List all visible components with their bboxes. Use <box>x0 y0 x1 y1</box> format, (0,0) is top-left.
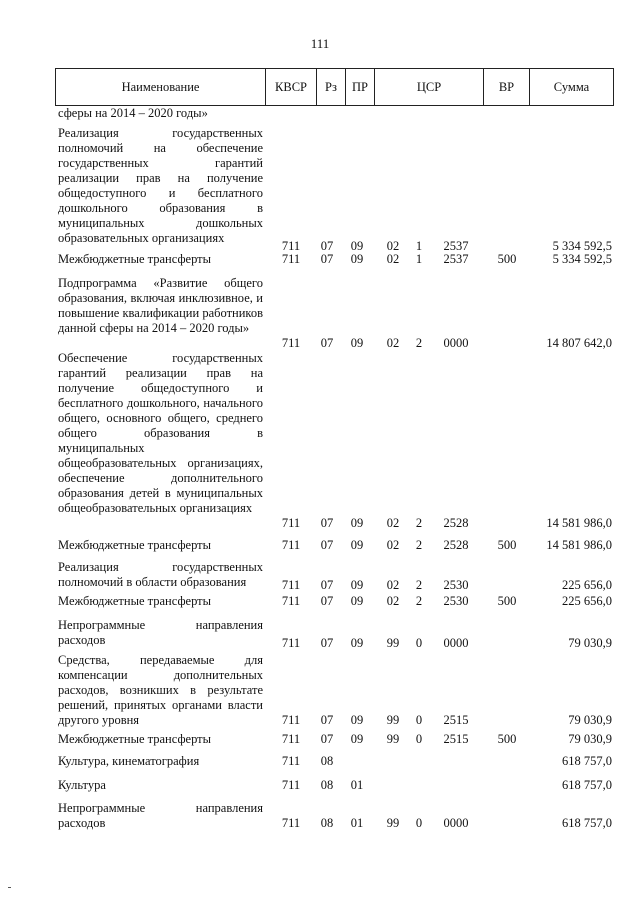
row-rz: 08 <box>320 754 334 768</box>
row-kvsr: 711 <box>281 578 301 592</box>
row-sum: 5 334 592,5 <box>552 252 612 266</box>
row-c3: 0000 <box>443 336 469 350</box>
row-sum: 5 334 592,5 <box>552 239 612 253</box>
row-c3: 2530 <box>443 594 469 608</box>
row-rz: 08 <box>320 778 334 792</box>
row-c2: 1 <box>415 252 423 266</box>
row-pr: 09 <box>350 239 364 253</box>
row-sum: 618 757,0 <box>562 816 612 830</box>
row-sum: 14 581 986,0 <box>546 516 612 530</box>
row-c2: 0 <box>415 816 423 830</box>
row-kvsr: 711 <box>281 636 301 650</box>
row-pr: 09 <box>350 538 364 552</box>
row-c2: 2 <box>415 594 423 608</box>
row-pr: 09 <box>350 516 364 530</box>
row-sum: 618 757,0 <box>562 754 612 768</box>
row-rz: 07 <box>320 732 334 746</box>
row-sum: 79 030,9 <box>568 713 612 727</box>
row-c3: 0000 <box>443 816 469 830</box>
row-kvsr: 711 <box>281 754 301 768</box>
row-c2: 0 <box>415 713 423 727</box>
row-rz: 07 <box>320 538 334 552</box>
row-rz: 07 <box>320 252 334 266</box>
row-sum: 225 656,0 <box>562 578 612 592</box>
row-name: Реализация государственных полномочий на обеспечение государственных гарантий реализации прав на получение общедоступного и бесплатного дошкольного образования в муниципальных дошкольных образовательных организациях <box>58 126 263 245</box>
row-kvsr: 711 <box>281 516 301 530</box>
header-csr: ЦСР <box>374 68 484 106</box>
row-c1: 99 <box>386 732 400 746</box>
row-c2: 2 <box>415 516 423 530</box>
page-number: 111 <box>310 36 330 51</box>
row-pr: 09 <box>350 636 364 650</box>
row-name: Обеспечение государственных гарантий реализации прав на получение общедоступного и бесплатного дошкольного, начального общего, основного общего, среднего общего образования в муниципальных общеобразовательных организациях, обеспечение дополнительного образования детей в муниципальных общеобразовательных организациях <box>58 351 263 515</box>
row-name: Межбюджетные трансферты <box>58 252 212 266</box>
row-pr: 09 <box>350 713 364 727</box>
row-c3: 0000 <box>443 636 469 650</box>
row-c2: 2 <box>415 538 423 552</box>
row-kvsr: 711 <box>281 594 301 608</box>
row-sum: 14 807 642,0 <box>546 336 612 350</box>
row-c1: 02 <box>386 578 400 592</box>
row-c1: 02 <box>386 239 400 253</box>
row-rz: 07 <box>320 516 334 530</box>
row-name: Средства, передаваемые для компенсации дополнительных расходов, возникших в результате решений, принятых органами власти другого уровня <box>58 653 263 727</box>
row-c3: 2515 <box>443 732 469 746</box>
header-pr: ПР <box>345 68 375 106</box>
row-rz: 07 <box>320 636 334 650</box>
row-c1: 02 <box>386 516 400 530</box>
row-pr: 09 <box>350 252 364 266</box>
header-kvsr: КВСР <box>265 68 317 106</box>
row-kvsr: 711 <box>281 713 301 727</box>
row-c3: 2528 <box>443 516 469 530</box>
row-c3: 2515 <box>443 713 469 727</box>
row-rz: 07 <box>320 578 334 592</box>
row-vr: 500 <box>497 252 517 266</box>
row-sum: 79 030,9 <box>568 636 612 650</box>
row-pr: 09 <box>350 732 364 746</box>
row-vr: 500 <box>497 732 517 746</box>
row-name: Подпрограмма «Развитие общего образования, включая инклюзивное, и повышение квалификации работников данной сферы на 2014 – 2020 годы» <box>58 276 263 335</box>
row-kvsr: 711 <box>281 239 301 253</box>
row-sum: 618 757,0 <box>562 778 612 792</box>
row-sum: 225 656,0 <box>562 594 612 608</box>
row-rz: 07 <box>320 239 334 253</box>
row-kvsr: 711 <box>281 252 301 266</box>
row-rz: 07 <box>320 594 334 608</box>
row-rz: 07 <box>320 336 334 350</box>
row-name: Межбюджетные трансферты <box>58 538 212 552</box>
row-kvsr: 711 <box>281 732 301 746</box>
row-c2: 2 <box>415 336 423 350</box>
row-vr: 500 <box>497 594 517 608</box>
table-header <box>55 68 614 106</box>
row-name: Культура, кинематография <box>58 754 200 768</box>
row-c3: 2537 <box>443 239 469 253</box>
header-vr: ВР <box>483 68 530 106</box>
row-c1: 99 <box>386 636 400 650</box>
row-c2: 0 <box>415 732 423 746</box>
header-rz: Рз <box>316 68 346 106</box>
row-c1: 02 <box>386 336 400 350</box>
row-kvsr: 711 <box>281 336 301 350</box>
row-sum: 79 030,9 <box>568 732 612 746</box>
row-sum: 14 581 986,0 <box>546 538 612 552</box>
row-name: Непрограммные направления расходов <box>58 618 263 647</box>
row-pr: 01 <box>350 778 364 792</box>
row-rz: 08 <box>320 816 334 830</box>
row-name: Реализация государственных полномочий в области образования <box>58 560 263 589</box>
page-mark <box>8 887 11 888</box>
row-kvsr: 711 <box>281 816 301 830</box>
continuation-text: сферы на 2014 – 2020 годы» <box>58 106 208 120</box>
row-c2: 1 <box>415 239 423 253</box>
row-pr: 09 <box>350 578 364 592</box>
row-kvsr: 711 <box>281 778 301 792</box>
row-name: Межбюджетные трансферты <box>58 594 212 608</box>
row-pr: 09 <box>350 336 364 350</box>
row-pr: 09 <box>350 594 364 608</box>
row-c3: 2537 <box>443 252 469 266</box>
row-name: Непрограммные направления расходов <box>58 801 263 830</box>
row-name: Межбюджетные трансферты <box>58 732 212 746</box>
row-c1: 02 <box>386 594 400 608</box>
row-kvsr: 711 <box>281 538 301 552</box>
row-c2: 0 <box>415 636 423 650</box>
row-c2: 2 <box>415 578 423 592</box>
row-pr: 01 <box>350 816 364 830</box>
row-c3: 2530 <box>443 578 469 592</box>
row-c1: 99 <box>386 713 400 727</box>
row-c1: 02 <box>386 252 400 266</box>
row-vr: 500 <box>497 538 517 552</box>
row-c1: 02 <box>386 538 400 552</box>
row-rz: 07 <box>320 713 334 727</box>
row-name: Культура <box>58 778 106 792</box>
header-sum: Сумма <box>529 68 614 106</box>
header-name: Наименование <box>55 68 266 106</box>
row-c1: 99 <box>386 816 400 830</box>
row-c3: 2528 <box>443 538 469 552</box>
